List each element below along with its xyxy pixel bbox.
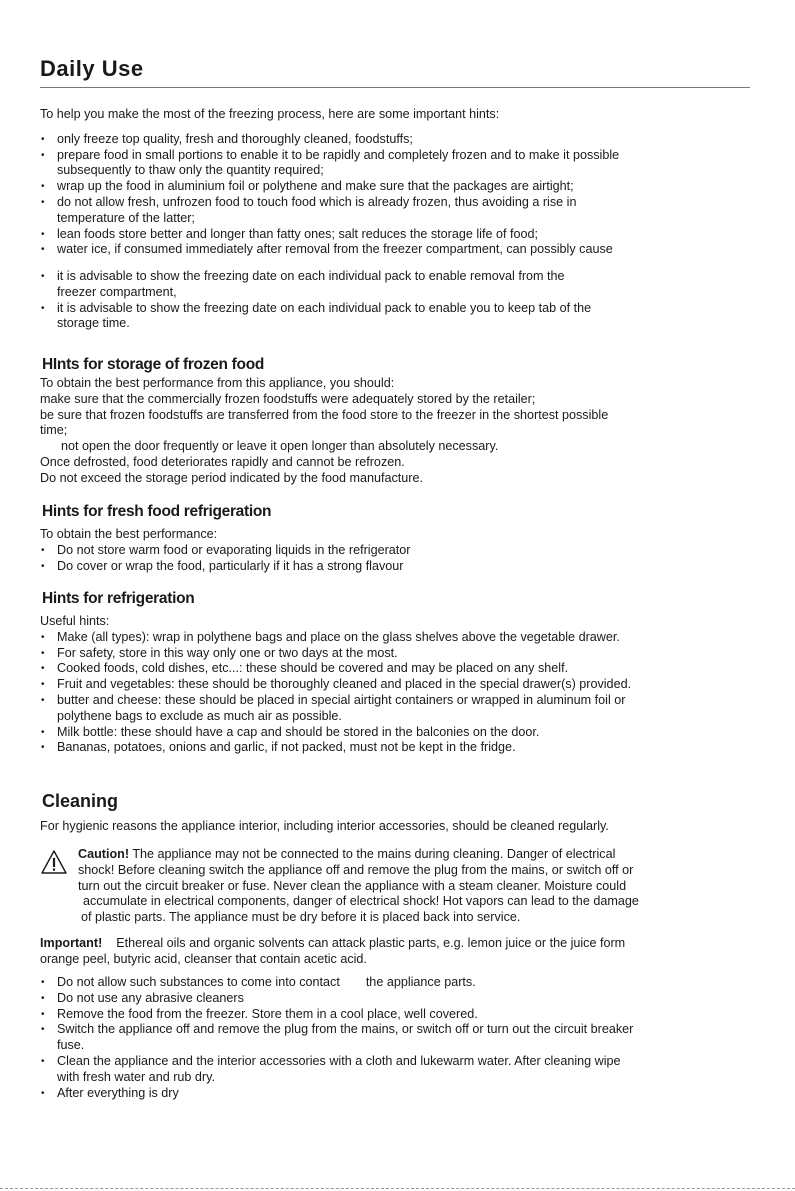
list-item: • Do not store warm food or evaporating liquids in the refrigerator xyxy=(40,543,755,559)
cleaning-intro-block xyxy=(40,819,755,835)
list-item: • Cooked foods, cold dishes, etc...: these should be covered and may be placed on any shelf. xyxy=(40,661,755,677)
intro-text: To help you make the most of the freezing process, here are some important hints: xyxy=(40,107,500,121)
list-item: • do not allow fresh, unfrozen food to touch food which is already frozen, thus avoiding a rise in temperature of the latter; xyxy=(40,195,755,227)
storage-line: Do not exceed the storage period indicated by the food manufacture. xyxy=(40,470,423,485)
warning-triangle-icon xyxy=(40,848,68,876)
list-item: • Bananas, potatoes, onions and garlic, if not packed, must not be kept in the fridge. xyxy=(40,740,755,756)
list-item: • lean foods store better and longer than fatty ones; salt reduces the storage life of food; xyxy=(40,227,755,243)
date-hints-list xyxy=(40,269,755,332)
storage-line: make sure that the commercially frozen foodstuffs were adequately stored by the retailer; xyxy=(40,391,536,406)
storage-line: Once defrosted, food deteriorates rapidly and cannot be refrozen. xyxy=(40,454,405,469)
caution-notice: Caution! The appliance may not be connected to the mains during cleaning. Danger of electrical shock! Before cleaning switch the appliance off and remove the plug from the mains, or switch off or turn out the circuit breaker or fuse. Never clean the appliance with a steam cleaner. Moisture could accumulate in electrical components, danger of electrical shock! Hot vapors can lead to the damage of plastic parts. The appliance must be dry before it is placed back into service. xyxy=(78,847,639,925)
list-item: • Make (all types): wrap in polythene bags and place on the glass shelves above the vegetable drawer. xyxy=(40,630,755,646)
refrigeration-block xyxy=(40,614,755,756)
list-item: • butter and cheese: these should be placed in special airtight containers or wrapped in aluminum foil or polythene bags to exclude as much air as possible. xyxy=(40,693,755,725)
caution-label: Caution! xyxy=(78,847,130,861)
list-item: • After everything is dry xyxy=(40,1086,755,1102)
fresh-heading: Hints for fresh food refrigeration xyxy=(42,503,272,520)
storage-line: not open the door frequently or leave it open longer than absolutely necessary. xyxy=(61,439,499,454)
fresh-block xyxy=(40,527,755,574)
fresh-intro: To obtain the best performance: xyxy=(40,527,218,541)
important-label: Important! xyxy=(40,936,103,950)
list-item: • Milk bottle: these should have a cap and should be stored in the balconies on the door. xyxy=(40,725,755,741)
refrigeration-intro: Useful hints: xyxy=(40,614,110,628)
page-title: Daily Use xyxy=(40,56,144,81)
cleaning-intro: For hygienic reasons the appliance interior, including interior accessories, should be cleaned regularly. xyxy=(40,819,609,833)
storage-line: be sure that frozen foodstuffs are transferred from the food store to the freezer in the shortest possible xyxy=(40,407,609,422)
list-item: • Fruit and vegetables: these should be thoroughly cleaned and placed in the special drawer(s) provided. xyxy=(40,677,755,693)
storage-block xyxy=(40,376,755,487)
list-item: • Do cover or wrap the food, particularly if it has a strong flavour xyxy=(40,559,755,575)
refrigeration-list xyxy=(40,630,755,756)
list-item: • only freeze top quality, fresh and thoroughly cleaned, foodstuffs; xyxy=(40,132,755,148)
list-item: • water ice, if consumed immediately after removal from the freezer compartment, can possibly cause xyxy=(40,242,755,258)
list-item: • prepare food in small portions to enable it to be rapidly and completely frozen and to make it possible subsequently to thaw only the quantity required; xyxy=(40,148,755,180)
cleaning-heading: Cleaning xyxy=(42,791,119,811)
list-item: • Do not use any abrasive cleaners xyxy=(40,991,755,1007)
cleaning-steps-block xyxy=(40,975,755,1101)
list-item: • Remove the food from the freezer. Store them in a cool place, well covered. xyxy=(40,1007,755,1023)
list-item: • Clean the appliance and the interior accessories with a cloth and lukewarm water. After cleaning wipe with fresh water and rub dry. xyxy=(40,1054,755,1086)
storage-line: To obtain the best performance from this appliance, you should: xyxy=(40,376,395,390)
date-hints-block xyxy=(40,269,755,332)
storage-line: time; xyxy=(40,423,68,438)
list-item: • For safety, store in this way only one or two days at the most. xyxy=(40,646,755,662)
list-item: • Do not allow such substances to come into contact the appliance parts. xyxy=(40,975,755,991)
page-bottom-edge xyxy=(0,1188,795,1189)
title-divider xyxy=(40,87,750,88)
freezing-hints-list xyxy=(40,132,755,258)
cleaning-steps-list xyxy=(40,975,755,1101)
fresh-list xyxy=(40,543,755,575)
freezing-hints-block xyxy=(40,107,755,258)
refrigeration-heading: Hints for refrigeration xyxy=(42,590,195,607)
storage-heading: HInts for storage of frozen food xyxy=(42,356,265,373)
list-item: • it is advisable to show the freezing date on each individual pack to enable you to keep tab of the storage time. xyxy=(40,301,755,333)
important-notice: Important! Ethereal oils and organic solvents can attack plastic parts, e.g. lemon juice or the juice form orange peel, butyric acid, cleanser that contain acetic acid. xyxy=(40,936,626,966)
list-item: • Switch the appliance off and remove the plug from the mains, or switch off or turn out the circuit breaker fuse. xyxy=(40,1022,755,1054)
list-item: • it is advisable to show the freezing date on each individual pack to enable removal from the freezer compartment, xyxy=(40,269,755,301)
list-item: • wrap up the food in aluminium foil or polythene and make sure that the packages are airtight; xyxy=(40,179,755,195)
